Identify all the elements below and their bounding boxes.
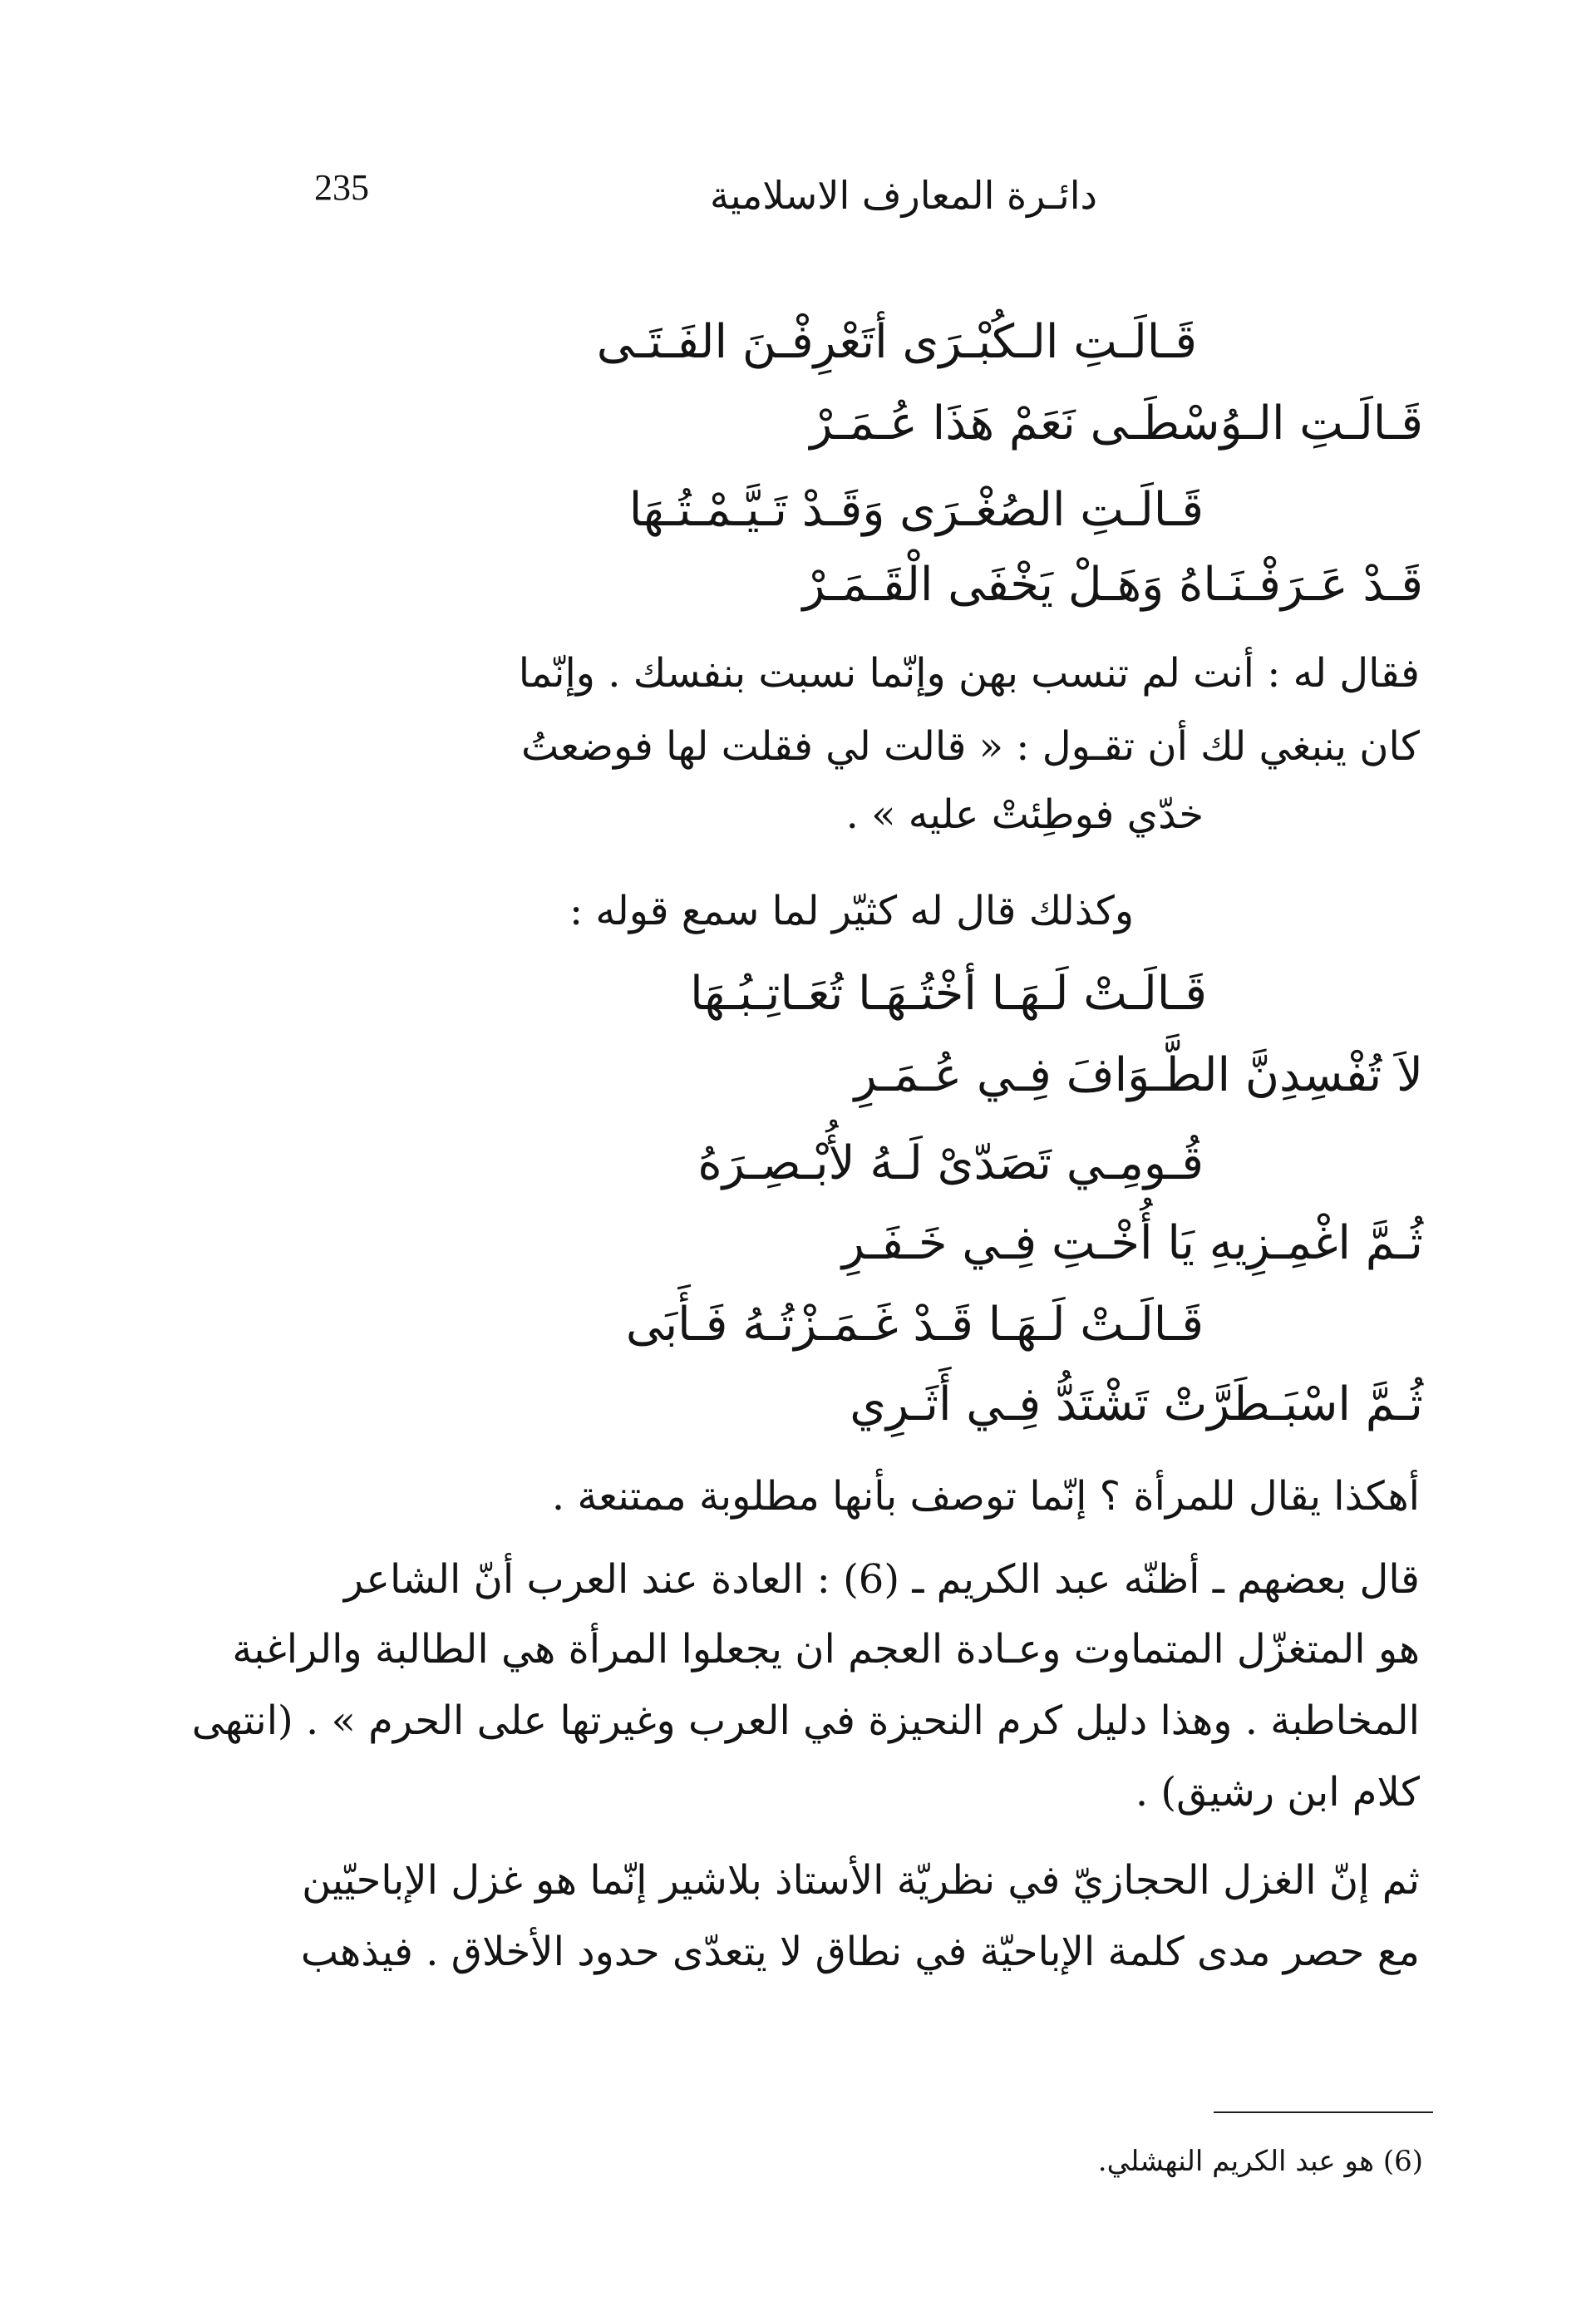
text-line: كلام ابن رشيق) .	[1135, 1769, 1420, 1816]
text-line: خدّي فوطِئتْ عليه » .	[845, 791, 1204, 838]
footnote: (6) هو عبد الكريم النهشلي.	[1097, 2145, 1423, 2178]
running-header-title: دائـرة المعارف الاسلامية	[710, 173, 1097, 218]
poem-line: ثُـمَّ اغْمِـزِيهِ يَا أُخْـتِ فِـي خَـفَـرِ	[841, 1216, 1423, 1270]
poem-line: قَـالَـتْ لَـهَـا أخْتُـهَـا تُعَـاتِـبُـهَا	[690, 967, 1207, 1021]
text-line: ثم إنّ الغزل الحجازيّ في نظريّة الأستاذ بلاشير إنّما هو غزل الإباحيّين	[302, 1857, 1420, 1904]
poem-line: قَـالَـتِ الصُغْـرَى وَقَـدْ تَـيَّـمْـتُـهَا	[628, 483, 1204, 537]
poem-line: لاَ تُفْسِدِنَّ الطَّـوَافَ فِـي عُـمَـرِ	[854, 1048, 1423, 1102]
text-line: فقال له : أنت لم تنسب بهن وإنّما نسبت بنفسك . وإنّما	[518, 650, 1420, 697]
text-line: هو المتغزّل المتماوت وعـادة العجم ان يجعلوا المرأة هي الطالبة والراغبة	[232, 1626, 1420, 1673]
footnote-separator	[1214, 2111, 1433, 2113]
text-line: مع حصر مدى كلمة الإباحيّة في نطاق لا يتعدّى حدود الأخلاق . فيذهب	[300, 1929, 1420, 1975]
page-number: 235	[314, 167, 369, 208]
poem-line: قَـالَـتِ الـكُبْـرَى أتَعْرِفْـنَ الفَـتَـى	[596, 315, 1197, 369]
poem-line: قَـدْ عَـرَفْـنَـاهُ وَهَـلْ يَخْفَى الْقَـمَـرْ	[802, 558, 1423, 612]
poem-line: قَـالَـتِ الـوُسْطَـى نَعَمْ هَذَا عُـمَـرْ	[810, 397, 1423, 451]
text-line: وكذلك قال له كثيّر لما سمع قوله :	[569, 888, 1134, 934]
poem-line: قُـومِـي تَصَدّىْ لَـهُ لأُبْـصِـرَهُ	[697, 1136, 1204, 1190]
text-line: المخاطبة . وهذا دليل كرم النحيزة في العرب وغيرتها على الحرم » . (انتهى	[191, 1697, 1420, 1744]
poem-line: قَـالَـتْ لَـهَـا قَـدْ غَـمَـزْتُـهُ فَـأَبَى	[625, 1298, 1204, 1352]
text-line: أهكذا يقال للمرأة ؟ إنّما توصف بأنها مطلوبة ممتنعة .	[551, 1473, 1420, 1520]
text-line: كان ينبغي لك أن تقـول : « قالت لي فقلت لها فوضعتُ	[520, 723, 1420, 770]
poem-line: ثُـمَّ اسْبَـطَرَّتْ تَشْتَدُّ فِـي أَثَـرِي	[850, 1377, 1423, 1431]
text-line: قال بعضهم ـ أظنّه عبد الكريم ـ (6) : العادة عند العرب أنّ الشاعر	[343, 1556, 1420, 1603]
